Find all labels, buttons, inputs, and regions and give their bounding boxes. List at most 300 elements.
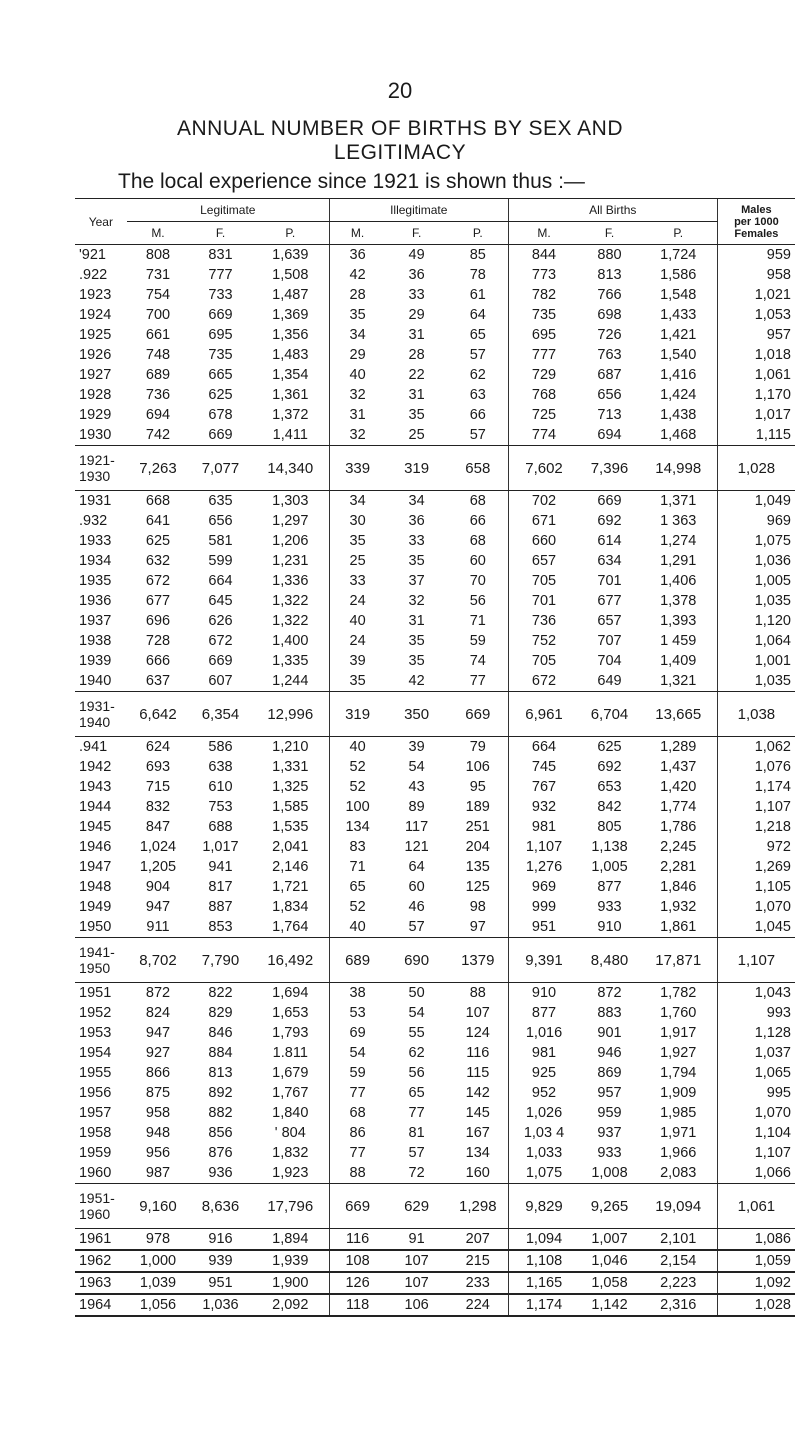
value-cell: 689 — [145, 367, 171, 383]
table-row — [75, 325, 795, 345]
value-cell: 107 — [385, 1272, 448, 1294]
value-cell: 1,064 — [717, 631, 795, 651]
value-cell: 1,336 — [272, 573, 309, 589]
total-value-cell: 16,492 — [252, 938, 330, 983]
total-value-cell: 669 — [329, 1184, 385, 1229]
value-cell: 752 — [508, 631, 579, 651]
value-cell: 1,094 — [508, 1229, 579, 1251]
value-cell: 1,000 — [127, 1250, 190, 1272]
header-legitimate: Legitimate — [127, 199, 330, 222]
value-cell: 763 — [597, 347, 622, 363]
year-cell: 1927 — [79, 367, 112, 383]
value-cell: 60 — [469, 553, 486, 569]
value-cell: 952 — [508, 1083, 579, 1103]
value-cell: 742 — [127, 425, 190, 446]
value-cell: 969 — [508, 877, 579, 897]
value-cell: 30 — [329, 511, 385, 531]
total-value-cell: 7,077 — [189, 446, 252, 491]
value-cell: 46 — [408, 899, 425, 915]
value-cell: 853 — [189, 917, 252, 938]
year-cell: 1948 — [79, 879, 112, 895]
year-cell: 1946 — [79, 839, 112, 855]
value-cell: 1,170 — [717, 385, 795, 405]
value-cell: 972 — [717, 837, 795, 857]
value-cell: 844 — [508, 245, 579, 266]
value-cell: 959 — [597, 1105, 622, 1121]
table-row — [75, 983, 795, 1004]
table-row — [75, 591, 795, 611]
total-value-cell: 8,480 — [579, 938, 639, 983]
table-row — [75, 305, 795, 325]
value-cell: 822 — [208, 985, 233, 1001]
year-cell: 1959 — [79, 1145, 112, 1161]
value-cell: 1,832 — [272, 1145, 309, 1161]
value-cell: 677 — [145, 593, 171, 609]
table-row — [75, 917, 795, 938]
value-cell: 39 — [329, 651, 385, 671]
value-cell: 1,289 — [660, 739, 697, 755]
value-cell: 1,007 — [579, 1229, 639, 1251]
value-cell: 1,269 — [717, 857, 795, 877]
table-row — [75, 345, 795, 365]
value-cell: 54 — [408, 1005, 425, 1021]
total-value-cell: 8,702 — [127, 938, 190, 983]
value-cell: 925 — [508, 1063, 579, 1083]
year-cell: .941 — [79, 739, 108, 755]
value-cell: 632 — [145, 553, 171, 569]
year-cell: 1939 — [79, 653, 112, 669]
value-cell: 56 — [408, 1065, 425, 1081]
value-cell: 768 — [508, 385, 579, 405]
value-cell: 1,001 — [717, 651, 795, 671]
value-cell: 831 — [208, 247, 233, 263]
value-cell: 60 — [408, 879, 425, 895]
value-cell: 1,016 — [508, 1023, 579, 1043]
value-cell: 126 — [329, 1272, 385, 1294]
value-cell: 1,107 — [717, 797, 795, 817]
table-row — [75, 877, 795, 897]
value-cell: 167 — [465, 1125, 490, 1141]
value-cell: 754 — [145, 287, 171, 303]
value-cell: 665 — [208, 367, 233, 383]
total-row — [75, 938, 795, 983]
year-cell: 1960 — [75, 1163, 127, 1184]
value-cell: 35 — [329, 305, 385, 325]
total-row — [75, 692, 795, 737]
value-cell: 671 — [508, 511, 579, 531]
value-cell: 29 — [329, 345, 385, 365]
year-cell: 1936 — [79, 593, 112, 609]
value-cell: 1,861 — [640, 917, 718, 938]
value-cell: 1,036 — [189, 1294, 252, 1316]
value-cell: 817 — [208, 879, 233, 895]
value-cell: 808 — [145, 247, 171, 263]
value-cell: 660 — [508, 531, 579, 551]
value-cell: 748 — [145, 347, 171, 363]
value-cell: 735 — [508, 305, 579, 325]
year-cell: 1957 — [79, 1105, 112, 1121]
header-males-line1: Males — [741, 203, 772, 216]
year-cell: 1940 — [75, 671, 127, 692]
value-cell: 31 — [408, 327, 425, 343]
value-cell: 692 — [597, 759, 622, 775]
year-cell: 1962 — [75, 1250, 127, 1272]
header-legit-f: F. — [189, 222, 252, 245]
value-cell: 1,291 — [660, 553, 697, 569]
value-cell: 2,101 — [640, 1229, 718, 1251]
total-row — [75, 1184, 795, 1229]
year-cell: 1952 — [79, 1005, 112, 1021]
value-cell: 88 — [329, 1163, 385, 1184]
table-row — [75, 1163, 795, 1184]
year-cell: 1929 — [79, 407, 112, 423]
table-row — [75, 817, 795, 837]
value-cell: 57 — [385, 917, 448, 938]
table-row — [75, 531, 795, 551]
value-cell: 1,017 — [717, 405, 795, 425]
value-cell: 43 — [408, 779, 425, 795]
value-cell: 49 — [408, 247, 425, 263]
value-cell: 115 — [466, 1065, 490, 1081]
value-cell: 77 — [329, 1143, 385, 1163]
value-cell: 33 — [408, 533, 425, 549]
table-row — [75, 1272, 795, 1294]
value-cell: 745 — [508, 757, 579, 777]
value-cell: 824 — [145, 1005, 171, 1021]
value-cell: 624 — [145, 739, 171, 755]
value-cell: 777 — [208, 267, 233, 283]
value-cell: 68 — [329, 1103, 385, 1123]
header-illegit-m: M. — [329, 222, 385, 245]
value-cell: 634 — [597, 553, 622, 569]
value-cell: 1,900 — [252, 1272, 330, 1294]
value-cell: 958 — [717, 265, 795, 285]
total-value-cell: 13,665 — [640, 692, 718, 737]
value-cell: 932 — [508, 797, 579, 817]
value-cell: 89 — [408, 799, 425, 815]
value-cell: 1,420 — [660, 779, 697, 795]
table-row — [75, 551, 795, 571]
value-cell: 1,424 — [660, 387, 697, 403]
value-cell: 1,361 — [272, 387, 309, 403]
total-value-cell: 690 — [385, 938, 448, 983]
value-cell: 2,083 — [640, 1163, 718, 1184]
value-cell: 35 — [408, 553, 425, 569]
total-value-cell: 7,602 — [508, 446, 579, 491]
decade-start: 1921- — [79, 452, 115, 468]
value-cell: 1,075 — [717, 531, 795, 551]
value-cell: 910 — [579, 917, 639, 938]
value-cell: 62 — [408, 1045, 425, 1061]
value-cell: 1,053 — [717, 305, 795, 325]
value-cell: 1,971 — [660, 1125, 697, 1141]
value-cell: 53 — [329, 1003, 385, 1023]
value-cell: 625 — [208, 387, 233, 403]
value-cell: 1,115 — [717, 425, 795, 446]
value-cell: 52 — [329, 777, 385, 797]
value-cell: 661 — [145, 327, 171, 343]
value-cell: 34 — [408, 493, 425, 509]
value-cell: 1,400 — [272, 633, 309, 649]
value-cell: 70 — [469, 573, 486, 589]
value-cell: 59 — [469, 633, 486, 649]
value-cell: 52 — [329, 897, 385, 917]
value-cell: 694 — [579, 425, 639, 446]
value-cell: 2,245 — [660, 839, 697, 855]
value-cell: 1,438 — [660, 407, 697, 423]
value-cell: 56 — [469, 593, 486, 609]
value-cell: 1,331 — [272, 759, 309, 775]
value-cell: 625 — [597, 739, 622, 755]
decade-total — [75, 938, 795, 983]
value-cell: 25 — [329, 551, 385, 571]
table-row — [75, 1043, 795, 1063]
value-cell: 736 — [145, 387, 171, 403]
value-cell: 1,035 — [717, 671, 795, 692]
value-cell: 1,210 — [272, 739, 309, 755]
value-cell: 1 459 — [660, 633, 697, 649]
value-cell: 52 — [329, 757, 385, 777]
header-all-m: M. — [508, 222, 579, 245]
value-cell: 118 — [329, 1294, 385, 1316]
value-cell: 1,276 — [508, 857, 579, 877]
value-cell: 999 — [508, 897, 579, 917]
value-cell: 40 — [329, 917, 385, 938]
year-cell: 1925 — [79, 327, 112, 343]
title-line-1: ANNUAL NUMBER OF BIRTHS BY SEX AND — [176, 117, 624, 140]
decade-total — [75, 1184, 795, 1229]
value-cell: 69 — [329, 1023, 385, 1043]
value-cell: 64 — [469, 307, 486, 323]
table-row — [75, 631, 795, 651]
value-cell: 1,793 — [272, 1025, 309, 1041]
value-cell: 866 — [145, 1065, 171, 1081]
year-cell: 1933 — [79, 533, 112, 549]
value-cell: 1,834 — [272, 899, 309, 915]
value-cell: 586 — [208, 739, 233, 755]
value-cell: 1,322 — [272, 613, 309, 629]
value-cell: 707 — [597, 633, 622, 649]
value-cell: 71 — [469, 613, 486, 629]
decade-label — [75, 692, 127, 737]
value-cell: 625 — [145, 533, 171, 549]
value-cell: 1,058 — [579, 1272, 639, 1294]
page-title — [0, 117, 800, 165]
value-cell: 805 — [597, 819, 622, 835]
value-cell: 664 — [208, 573, 233, 589]
value-cell: 1,378 — [660, 593, 697, 609]
value-cell: 726 — [597, 327, 622, 343]
value-cell: 1,639 — [272, 247, 309, 263]
value-cell: 1,061 — [717, 365, 795, 385]
value-cell: 1,065 — [717, 1063, 795, 1083]
value-cell: 1,939 — [252, 1250, 330, 1272]
value-cell: 251 — [465, 819, 490, 835]
value-cell: 1,107 — [717, 1143, 795, 1163]
value-cell: 83 — [329, 837, 385, 857]
value-cell: 33 — [329, 571, 385, 591]
value-cell: 63 — [469, 387, 486, 403]
table-row — [75, 1063, 795, 1083]
value-cell: 204 — [465, 839, 490, 855]
value-cell: 1,782 — [660, 985, 697, 1001]
value-cell: 941 — [208, 859, 233, 875]
table-row — [75, 1103, 795, 1123]
value-cell: 31 — [329, 405, 385, 425]
decade-start: 1931- — [79, 698, 115, 714]
table-row — [75, 857, 795, 877]
value-cell: 766 — [597, 287, 622, 303]
value-cell: 678 — [208, 407, 233, 423]
year-cell: .932 — [79, 513, 108, 529]
table-row — [75, 671, 795, 692]
value-cell: 64 — [408, 859, 425, 875]
year-cell: 1938 — [79, 633, 112, 649]
value-cell: 81 — [408, 1125, 425, 1141]
value-cell: 1,046 — [579, 1250, 639, 1272]
decade-end: 1950 — [79, 960, 111, 976]
value-cell: 701 — [508, 591, 579, 611]
value-cell: 957 — [717, 325, 795, 345]
value-cell: 34 — [329, 491, 385, 512]
total-value-cell: 1379 — [448, 938, 508, 983]
decade-label — [75, 1184, 127, 1229]
value-cell: 1,585 — [272, 799, 309, 815]
value-cell: 1,026 — [508, 1103, 579, 1123]
value-cell: 1,335 — [272, 653, 309, 669]
value-cell: 995 — [717, 1083, 795, 1103]
header-illegit-f: F. — [385, 222, 448, 245]
value-cell: 117 — [405, 819, 429, 835]
value-cell: 782 — [508, 285, 579, 305]
value-cell: 664 — [508, 737, 579, 758]
value-cell: 116 — [466, 1045, 490, 1061]
decade-label — [75, 938, 127, 983]
value-cell: 1,846 — [660, 879, 697, 895]
total-value-cell: 629 — [385, 1184, 448, 1229]
value-cell: 901 — [597, 1025, 622, 1041]
total-value-cell: 14,998 — [640, 446, 718, 491]
value-cell: 135 — [465, 859, 490, 875]
value-cell: 1,540 — [660, 347, 697, 363]
value-cell: 36 — [408, 267, 425, 283]
value-cell: 933 — [597, 1145, 622, 1161]
decade-end: 1960 — [79, 1206, 111, 1222]
value-cell: 88 — [469, 985, 486, 1001]
value-cell: 948 — [145, 1125, 171, 1141]
value-cell: 1,653 — [272, 1005, 309, 1021]
value-cell: 701 — [597, 573, 622, 589]
value-cell: 1,927 — [660, 1045, 697, 1061]
value-cell: 1,037 — [717, 1043, 795, 1063]
value-cell: 1,174 — [508, 1294, 579, 1316]
value-cell: 1,468 — [640, 425, 718, 446]
value-cell: 911 — [127, 917, 190, 938]
value-cell: 124 — [465, 1025, 490, 1041]
value-cell: 1,03 4 — [508, 1123, 579, 1143]
decade-label — [75, 446, 127, 491]
value-cell: 1,165 — [508, 1272, 579, 1294]
value-cell: 1,024 — [139, 839, 177, 855]
total-value-cell: 6,354 — [189, 692, 252, 737]
year-cell: 1955 — [79, 1065, 112, 1081]
value-cell: 35 — [329, 671, 385, 692]
header-males-line2: per 1000 — [734, 215, 779, 228]
value-cell: 1,303 — [272, 493, 309, 509]
value-cell: 2,092 — [252, 1294, 330, 1316]
value-cell: 2,041 — [272, 839, 309, 855]
value-cell: 1,017 — [202, 839, 239, 855]
value-cell: 1,840 — [272, 1105, 309, 1121]
header-all-births: All Births — [508, 199, 717, 222]
value-cell: 32 — [408, 593, 425, 609]
value-cell: 1,244 — [252, 671, 330, 692]
total-value-cell: 9,391 — [508, 938, 579, 983]
value-cell: 1,297 — [272, 513, 309, 529]
value-cell: 97 — [448, 917, 508, 938]
value-cell: 702 — [508, 491, 579, 512]
table-row — [75, 245, 795, 266]
value-cell: 669 — [597, 493, 622, 509]
value-cell: 1,059 — [717, 1250, 795, 1272]
value-cell: 638 — [208, 759, 233, 775]
value-cell: 1,409 — [660, 653, 697, 669]
total-value-cell: 1,028 — [717, 446, 795, 491]
total-value-cell: 17,796 — [252, 1184, 330, 1229]
value-cell: 1,075 — [508, 1163, 579, 1184]
value-cell: 1,371 — [660, 493, 697, 509]
value-cell: 876 — [208, 1145, 233, 1161]
value-cell: 877 — [508, 1003, 579, 1023]
value-cell: 107 — [465, 1005, 490, 1021]
value-cell: 687 — [597, 367, 622, 383]
value-cell: 767 — [508, 777, 579, 797]
year-cell: 1958 — [79, 1125, 112, 1141]
total-value-cell: 319 — [329, 692, 385, 737]
year-cell: 1926 — [79, 347, 112, 363]
value-cell: 987 — [127, 1163, 190, 1184]
value-cell: 107 — [385, 1250, 448, 1272]
value-cell: 872 — [597, 985, 622, 1001]
value-cell: 1,104 — [717, 1123, 795, 1143]
value-cell: 951 — [189, 1272, 252, 1294]
total-value-cell: 7,263 — [127, 446, 190, 491]
value-cell: 125 — [465, 879, 490, 895]
births-table — [75, 198, 795, 1317]
value-cell: 1,062 — [717, 737, 795, 758]
value-cell: 916 — [189, 1229, 252, 1251]
value-cell: 1,760 — [660, 1005, 697, 1021]
value-cell: 1,107 — [508, 837, 579, 857]
total-value-cell: 9,829 — [508, 1184, 579, 1229]
value-cell: 657 — [597, 613, 622, 629]
value-cell: 700 — [145, 307, 171, 323]
value-cell: 59 — [329, 1063, 385, 1083]
value-cell: 884 — [208, 1045, 233, 1061]
table-row — [75, 1250, 795, 1272]
value-cell: 774 — [508, 425, 579, 446]
total-value-cell: 689 — [329, 938, 385, 983]
table-row — [75, 651, 795, 671]
year-cell: 1956 — [79, 1085, 112, 1101]
value-cell: 892 — [208, 1085, 233, 1101]
value-cell: 71 — [329, 857, 385, 877]
table-row — [75, 777, 795, 797]
table-row — [75, 611, 795, 631]
value-cell: 95 — [469, 779, 486, 795]
value-cell: 1,794 — [660, 1065, 697, 1081]
value-cell: 1,923 — [252, 1163, 330, 1184]
